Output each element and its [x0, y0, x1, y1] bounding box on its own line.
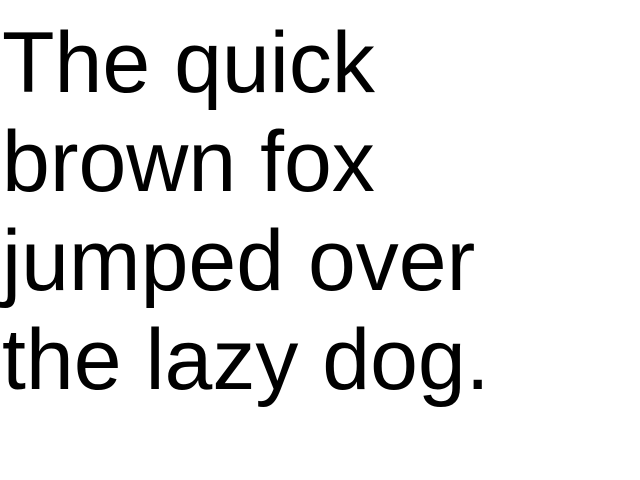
text-line-3: jumped over [2, 213, 476, 309]
body-text [2, 14, 490, 410]
text-line-1: The quick [2, 15, 375, 111]
text-line-2: brown fox [2, 114, 375, 210]
text-line-4: the lazy dog. [2, 312, 490, 408]
